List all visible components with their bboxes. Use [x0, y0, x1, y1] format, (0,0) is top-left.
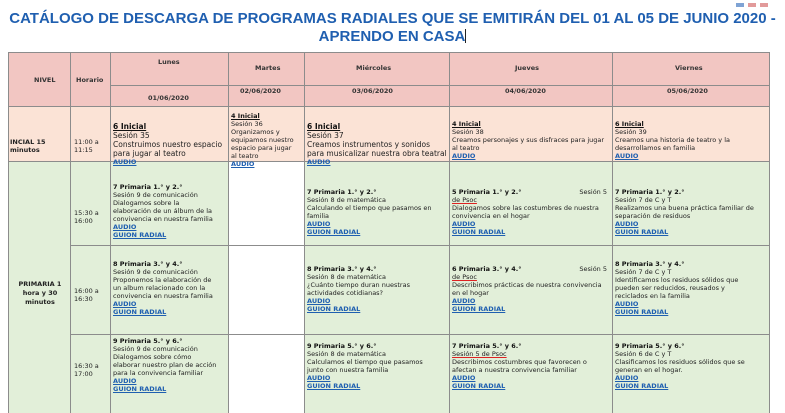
horario-start: 15:30 a: [74, 209, 99, 217]
grid-line: [449, 52, 450, 413]
cell-session: de Psoc: [452, 196, 477, 204]
audio-link[interactable]: AUDIO: [113, 300, 137, 308]
cell-session: Sesión 35: [113, 131, 150, 140]
cell-session-right: Sesión 5: [579, 188, 607, 196]
horario-end: 16:30: [74, 295, 93, 303]
cell-text: convivencia en nuestra familia: [113, 215, 213, 223]
horario-end: 16:00: [74, 217, 93, 225]
cell-text: convivencia en nuestra familia: [113, 292, 213, 300]
grid-line: [110, 85, 770, 86]
header-date-mon: 01/06/2020: [148, 94, 189, 102]
header-nivel: NIVEL: [34, 76, 56, 84]
audio-link[interactable]: AUDIO: [113, 223, 137, 231]
cell-text: Creamos instrumentos y sonidos: [307, 140, 430, 149]
guion-radial-link[interactable]: GUION RADIAL: [307, 228, 361, 236]
decor-bar-blue: [736, 3, 744, 7]
header-date-fri: 05/06/2020: [667, 87, 708, 95]
audio-link[interactable]: AUDIO: [452, 152, 476, 160]
grid-line: [70, 52, 71, 413]
cell-text: un album relacionado con la: [113, 284, 206, 292]
document-title-line2: [0, 28, 785, 45]
cell-heading-row: [452, 265, 611, 273]
document-title-line1: CATÁLOGO DE DESCARGA DE PROGRAMAS RADIALES QUE SE EMITIRÁN DEL 01 AL 05 DE JUNIO 2020 -: [9, 10, 776, 27]
cell-heading: 7 Primaria 5.° y 6.°: [452, 342, 522, 350]
horario-start: 16:00 a: [74, 287, 99, 295]
inicial-cell-wed: [307, 122, 448, 166]
cell-text: Dialogamos sobre las costumbres de nuestra: [452, 204, 599, 212]
cell-text: para la convivencia familiar: [113, 369, 204, 377]
horario-end: 17:00: [74, 370, 93, 378]
cell-text: Clasificamos los residuos sólidos que se: [615, 358, 745, 366]
horario-primaria-2: [74, 287, 99, 303]
cell-session: Sesión 6 de C y T: [615, 350, 672, 358]
inicial-cell-fri: [615, 120, 768, 160]
horario-primaria-3: [74, 362, 99, 378]
audio-link[interactable]: AUDIO: [452, 374, 476, 382]
grid-line: [70, 245, 770, 246]
cell-session: Sesión 8 de matemática: [307, 273, 386, 281]
grid-line: [8, 52, 770, 53]
audio-link[interactable]: AUDIO: [113, 158, 137, 166]
cell-text: Realizamos una buena práctica familiar de: [615, 204, 754, 212]
cell-heading: 6 Inicial: [615, 120, 644, 128]
cell-text: pueden ser reducidos, reusados y: [615, 284, 725, 292]
cell-heading: 7 Primaria 1.° y 2.°: [615, 188, 685, 196]
primaria-2-mon: [113, 260, 227, 334]
guion-radial-link[interactable]: GUION RADIAL: [113, 231, 167, 239]
cell-text: separación de residuos: [615, 212, 691, 220]
cell-heading: 4 Inicial: [231, 112, 260, 120]
cell-text: para musicalizar nuestra obra teatral: [307, 149, 447, 158]
cell-heading: 9 Primaria 5.° y 6.°: [307, 342, 377, 350]
cell-text: reciclados en la familia: [615, 292, 690, 300]
cell-heading: 7 Primaria 1.° y 2.°: [307, 188, 377, 196]
cell-heading: 9 Primaria 5.° y 6.°: [113, 337, 183, 345]
inicial-cell-mon: [113, 122, 227, 166]
cell-heading: 6 Inicial: [113, 122, 147, 131]
audio-link[interactable]: AUDIO: [452, 297, 476, 305]
audio-link[interactable]: AUDIO: [231, 160, 255, 168]
cell-heading: 7 Primaria 1.° y 2.°: [113, 183, 183, 191]
cell-session: Sesión 8 de matemática: [307, 350, 386, 358]
guion-radial-link[interactable]: GUION RADIAL: [615, 382, 669, 390]
horario-inicial: [74, 138, 99, 154]
decor-bar-pink-2: [760, 3, 768, 7]
primaria-3-wed: [307, 342, 448, 412]
cell-text: ¿Cuánto tiempo duran nuestras: [307, 281, 410, 289]
schedule-table: [8, 52, 770, 413]
cell-heading-row: [452, 188, 611, 196]
audio-link[interactable]: AUDIO: [307, 374, 331, 382]
cell-heading: 5 Primaria 1.° y 2.°: [452, 188, 522, 196]
primaria-3-mon: [113, 337, 227, 413]
cell-session-right: Sesión 5: [579, 265, 607, 273]
header-date-thu: 04/06/2020: [505, 87, 546, 95]
cell-session: Sesión 9 de comunicación: [113, 268, 198, 276]
cell-text: Construimos nuestro espacio: [113, 140, 223, 149]
cell-session: Sesión 7 de C y T: [615, 268, 672, 276]
header-horario: Horario: [76, 76, 104, 84]
cell-text: Creamos personajes y sus disfraces para jugar: [452, 136, 605, 144]
cell-text: Dialogamos sobre la: [113, 199, 180, 207]
cell-session: Sesión 36: [231, 120, 263, 128]
guion-radial-link[interactable]: GUION RADIAL: [615, 308, 669, 316]
grid-line: [612, 52, 613, 413]
header-date-tue: 02/06/2020: [240, 87, 281, 95]
cell-heading: 6 Inicial: [307, 122, 341, 131]
header-day-tue: Martes: [255, 64, 281, 72]
nivel-primaria: PRIMARIA 1 hora y 30 minutos: [18, 280, 62, 306]
guion-radial-link[interactable]: GUION RADIAL: [452, 382, 506, 390]
inicial-cell-tue: [231, 112, 304, 168]
cell-heading: 9 Primaria 5.° y 6.°: [615, 342, 685, 350]
cell-session: Sesión 9 de comunicación: [113, 191, 198, 199]
cell-text: espacio para jugar: [231, 144, 292, 152]
header-day-mon: Lunes: [158, 58, 180, 66]
inicial-cell-thu: [452, 120, 611, 160]
cell-text: Proponemos la elaboración de: [113, 276, 212, 284]
header-date-wed: 03/06/2020: [352, 87, 393, 95]
horario-primaria-1: [74, 209, 99, 225]
cell-text: elaboración de un álbum de la: [113, 207, 212, 215]
cell-text: Calculando el tiempo que pasamos en: [307, 204, 432, 212]
audio-link[interactable]: AUDIO: [615, 300, 639, 308]
guion-radial-link[interactable]: GUION RADIAL: [113, 308, 167, 316]
audio-link[interactable]: AUDIO: [307, 220, 331, 228]
cell-heading: 4 Inicial: [452, 120, 481, 128]
text-cursor: [465, 29, 466, 43]
tuesday-empty-bg: [228, 161, 304, 413]
cell-session: Sesión 38: [452, 128, 484, 136]
grid-line: [110, 52, 111, 413]
cell-text: equipamos nuestro: [231, 136, 294, 144]
guion-radial-link[interactable]: GUION RADIAL: [615, 228, 669, 236]
audio-link[interactable]: AUDIO: [307, 158, 331, 166]
cell-text: Identificamos los residuos sólidos que: [615, 276, 739, 284]
grid-line: [769, 52, 770, 413]
primaria-2-wed: [307, 265, 448, 333]
cell-heading: 8 Primaria 3.° y 4.°: [307, 265, 377, 273]
grid-line: [228, 52, 229, 413]
primaria-3-thu: [452, 342, 611, 412]
cell-text: desarrollamos en familia: [615, 144, 696, 152]
cell-text: convivencia en el hogar: [452, 212, 530, 220]
cell-session: Sesión 37: [307, 131, 344, 140]
cell-session: Sesión 7 de C y T: [615, 196, 672, 204]
primaria-1-thu: [452, 188, 611, 244]
document-title-line2-text: APRENDO EN CASA: [318, 28, 466, 45]
header-day-wed: Miércoles: [356, 64, 392, 72]
cell-text: actividades cotidianas?: [307, 289, 384, 297]
header-day-thu: Jueves: [515, 64, 539, 72]
guion-radial-link[interactable]: GUION RADIAL: [307, 382, 361, 390]
cell-text: en el hogar: [452, 289, 489, 297]
guion-radial-link[interactable]: GUION RADIAL: [452, 305, 506, 313]
cell-text: generan en el hogar.: [615, 366, 683, 374]
horario-end: 11:15: [74, 146, 93, 154]
primaria-3-fri: [615, 342, 768, 412]
cell-text: al teatro: [452, 144, 480, 152]
cell-text: Describimos costumbres que favorecen o: [452, 358, 587, 366]
cell-heading: 8 Primaria 3.° y 4.°: [615, 260, 685, 268]
nivel-inicial: INCIAL 15 minutos: [10, 138, 46, 154]
grid-line: [8, 106, 770, 107]
cell-session: Sesión 9 de comunicación: [113, 345, 198, 353]
header-day-fri: Viernes: [675, 64, 703, 72]
audio-link[interactable]: AUDIO: [452, 220, 476, 228]
audio-link[interactable]: AUDIO: [113, 377, 137, 385]
primaria-1-wed: [307, 188, 448, 244]
cell-text: Calculamos el tiempo que pasamos: [307, 358, 423, 366]
cell-session: Sesión 39: [615, 128, 647, 136]
grid-line: [70, 334, 770, 335]
cell-text: para jugar al teatro: [113, 149, 186, 158]
guion-radial-link[interactable]: GUION RADIAL: [113, 385, 167, 393]
primaria-2-thu: [452, 265, 611, 333]
header-row-bg: [8, 52, 770, 106]
cell-text: al teatro: [231, 152, 259, 160]
cell-text: familia: [307, 212, 330, 220]
cell-heading: 8 Primaria 3.° y 4.°: [113, 260, 183, 268]
audio-link[interactable]: AUDIO: [307, 297, 331, 305]
cell-session: Sesión 5 de Psoc: [452, 350, 507, 358]
decor-bar-pink: [748, 3, 756, 7]
primaria-2-fri: [615, 260, 768, 334]
cell-session: de Psoc: [452, 273, 477, 281]
primaria-1-mon: [113, 183, 227, 245]
horario-start: 11:00 a: [74, 138, 99, 146]
cell-session: Sesión 8 de matemática: [307, 196, 386, 204]
cell-text: elaborar nuestro plan de acción: [113, 361, 217, 369]
cell-text: junto con nuestra familia: [307, 366, 389, 374]
primaria-1-fri: [615, 188, 768, 244]
cell-text: Dialogamos sobre cómo: [113, 353, 192, 361]
horario-start: 16:30 a: [74, 362, 99, 370]
cell-text: Creamos una historia de teatro y la: [615, 136, 731, 144]
cell-text: Organizamos y: [231, 128, 280, 136]
audio-link[interactable]: AUDIO: [615, 152, 639, 160]
audio-link[interactable]: AUDIO: [615, 374, 639, 382]
audio-link[interactable]: AUDIO: [615, 220, 639, 228]
grid-line: [8, 52, 9, 413]
guion-radial-link[interactable]: GUION RADIAL: [307, 305, 361, 313]
grid-line: [304, 52, 305, 413]
cell-text: Describimos prácticas de nuestra convivencia: [452, 281, 602, 289]
cell-text: afectan a nuestra convivencia familiar: [452, 366, 577, 374]
guion-radial-link[interactable]: GUION RADIAL: [452, 228, 506, 236]
cell-heading: 6 Primaria 3.° y 4.°: [452, 265, 522, 273]
